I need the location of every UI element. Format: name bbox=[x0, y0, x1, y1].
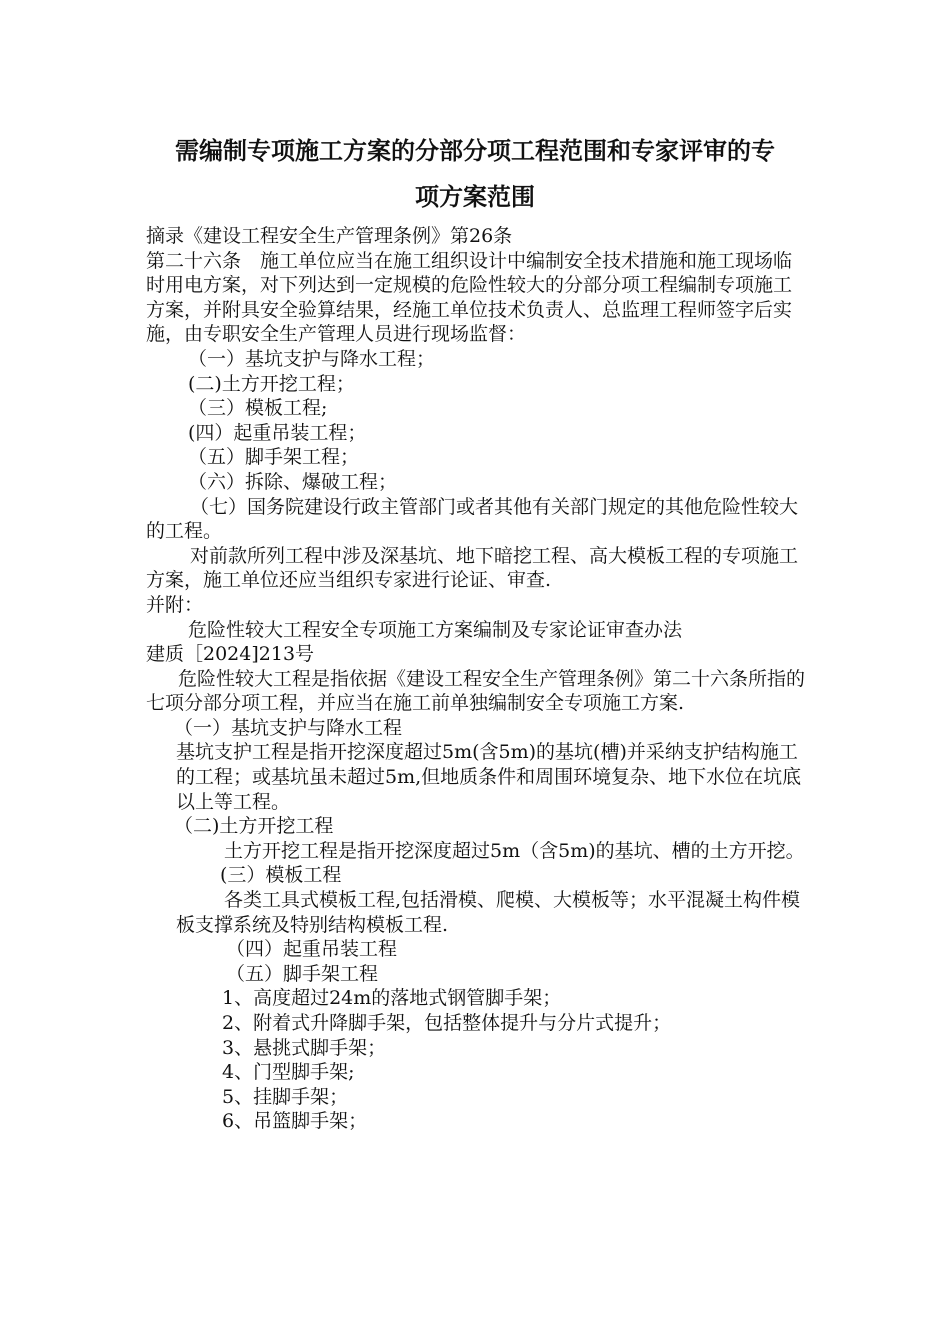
article-item-4: (四）起重吊装工程； bbox=[188, 421, 367, 444]
article-26-text: 第二十六条 施工单位应当在施工组织设计中编制安全技术措施和施工现场临时用电方案，对下列达到一定规模的危险性较大的分部分项工程编制专项施工方案，并附具安全验算结果，经施工单位技术负责人、总监理工程师签字后实施，由专职安全生产管理人员进行现场监督： bbox=[146, 249, 793, 346]
excerpt-header: 摘录《建设工程安全生产管理条例》第26条 bbox=[146, 225, 513, 247]
article-item-3: （三）模板工程; bbox=[188, 397, 328, 420]
article-item-2: (二)土方开挖工程； bbox=[188, 372, 355, 395]
definition-paragraph: 危险性较大工程是指依据《建设工程安全生产管理条例》第二十六条所指的七项分部分项工程，并应当在施工前单独编制安全专项施工方案. bbox=[146, 667, 806, 715]
section-2-body: 土方开挖工程是指开挖深度超过5m（含5m)的基坑、槽的土方开挖。 bbox=[224, 839, 805, 862]
scaffold-item-1: 1、高度超过24m的落地式钢管脚手架； bbox=[222, 987, 562, 1010]
article-item-5: （五）脚手架工程； bbox=[188, 446, 360, 469]
article-item-6: （六）拆除、爆破工程； bbox=[188, 470, 398, 493]
article-item-1: （一）基坑支护与降水工程； bbox=[188, 347, 436, 370]
section-2-heading: （二)土方开挖工程 bbox=[174, 815, 334, 838]
section-3-body: 各类工具式模板工程,包括滑模、爬模、大模板等；水平混凝土构件模板支撑系统及特别结构模板工程. bbox=[176, 889, 801, 936]
document-title-line-2: 项方案范围 bbox=[415, 182, 535, 211]
scaffold-item-5: 5、挂脚手架； bbox=[222, 1085, 349, 1108]
scaffold-item-3: 3、悬挑式脚手架； bbox=[222, 1036, 387, 1059]
document-number: 建质［2024]213号 bbox=[146, 643, 315, 666]
appendix-label: 并附： bbox=[146, 593, 204, 616]
section-4-heading: （四）起重吊装工程 bbox=[226, 938, 398, 961]
scaffold-item-2: 2、附着式升降脚手架，包括整体提升与分片式提升； bbox=[222, 1012, 672, 1034]
document-title-line-1: 需编制专项施工方案的分部分项工程范围和专家评审的专 bbox=[175, 136, 775, 165]
section-3-heading: (三）模板工程 bbox=[220, 864, 342, 887]
expert-review-paragraph: 对前款所列工程中涉及深基坑、地下暗挖工程、高大模板工程的专项施工方案，施工单位还应当组织专家进行论证、审查. bbox=[146, 544, 799, 592]
section-1-body: 基坑支护工程是指开挖深度超过5m(含5m)的基坑(槽)并采纳支护结构施工的工程；或基坑虽未超过5m,但地质条件和周围环境复杂、地下水位在坑底以上等工程。 bbox=[176, 741, 802, 813]
document-body bbox=[146, 224, 806, 1134]
article-item-7: （七）国务院建设行政主管部门或者其他有关部门规定的其他危险性较大的工程。 bbox=[146, 495, 799, 543]
scaffold-item-6: 6、吊篮脚手架； bbox=[222, 1110, 368, 1133]
method-title: 危险性较大工程安全专项施工方案编制及专家论证审查办法 bbox=[188, 618, 683, 641]
section-5-heading: （五）脚手架工程 bbox=[226, 962, 379, 985]
scaffold-item-4: 4、门型脚手架; bbox=[222, 1061, 355, 1084]
section-1-heading: （一）基坑支护与降水工程 bbox=[174, 716, 403, 739]
